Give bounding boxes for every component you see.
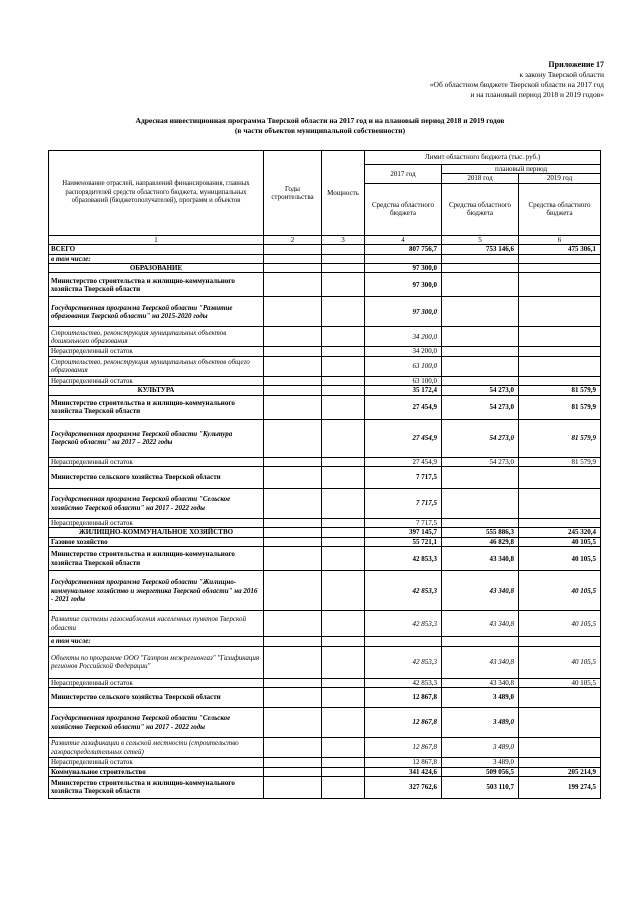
- row-power: [322, 776, 365, 798]
- row-value-2019: [519, 708, 601, 738]
- row-name: Министерство строительства и жилищно-коммунального хозяйства Тверской области: [49, 547, 264, 571]
- row-power: [322, 708, 365, 738]
- header-name: Наименование отраслей, направлений финансирования, главных распорядителей средств областного бюджета, муниципальных образований (бюджетополучателей), программ и объектов: [49, 151, 264, 236]
- table-row: [49, 264, 601, 273]
- row-value-2019: 40 105,5: [519, 537, 601, 546]
- row-value-2018: [442, 489, 519, 519]
- row-value-2017: 27 454,9: [365, 395, 442, 419]
- table-row: [49, 297, 601, 327]
- row-value-2018: [442, 273, 519, 297]
- row-power: [322, 637, 365, 646]
- row-value-2018: 43 340,8: [442, 571, 519, 611]
- title-line-1: Адресная инвестиционная программа Тверской области на 2017 год и на плановый период 2018 и 2019 годов: [135, 116, 505, 125]
- row-value-2018: 54 273,0: [442, 457, 519, 466]
- table-row: [49, 738, 601, 758]
- row-years: [264, 708, 322, 738]
- row-name: Нераспределенный остаток: [49, 758, 264, 767]
- table-row: [49, 519, 601, 528]
- table-row: [49, 273, 601, 297]
- investment-program-table: [48, 150, 601, 799]
- row-value-2018: 3 489,0: [442, 738, 519, 758]
- header-2019: 2019 год: [519, 174, 601, 183]
- row-power: [322, 646, 365, 678]
- row-name: Газовое хозяйство: [49, 537, 264, 546]
- row-power: [322, 356, 365, 376]
- header-years: Годы строительства: [264, 151, 322, 236]
- row-years: [264, 356, 322, 376]
- row-value-2018: [442, 264, 519, 273]
- row-name: Государственная программа Тверской области "Сельское хозяйство Тверской области" на 2017 - 2022 годы: [49, 708, 264, 738]
- table-row: [49, 347, 601, 356]
- row-value-2019: 245 320,4: [519, 528, 601, 537]
- table-row: [49, 386, 601, 395]
- row-value-2019: [519, 738, 601, 758]
- row-value-2019: 81 579,9: [519, 457, 601, 466]
- header-power: Мощность: [322, 151, 365, 236]
- row-value-2019: [519, 489, 601, 519]
- row-years: [264, 467, 322, 489]
- row-power: [322, 347, 365, 356]
- row-value-2017: 35 172,4: [365, 386, 442, 395]
- appendix-number: Приложение 17: [548, 60, 604, 69]
- row-value-2019: 40 105,5: [519, 678, 601, 687]
- row-name: Государственная программа Тверской области "Развитие образования Тверской области" на 2015-2020 годы: [49, 297, 264, 327]
- row-value-2017: [365, 254, 442, 263]
- row-value-2018: 43 340,8: [442, 611, 519, 637]
- header-funds-2019: Средства областного бюджета: [519, 183, 601, 235]
- row-power: [322, 254, 365, 263]
- row-power: [322, 688, 365, 708]
- row-value-2018: [442, 356, 519, 376]
- table-row: [49, 395, 601, 419]
- row-name: ЖИЛИЩНО-КОММУНАЛЬНОЕ ХОЗЯЙСТВО: [49, 528, 264, 537]
- table-row: [49, 467, 601, 489]
- row-power: [322, 758, 365, 767]
- row-name: Государственная программа Тверской области "Жилищно-коммунальное хозяйство и энергетика Тверской области" на 2016 - 2021 годы: [49, 571, 264, 611]
- row-power: [322, 395, 365, 419]
- row-value-2019: [519, 297, 601, 327]
- row-value-2019: 199 274,5: [519, 776, 601, 798]
- row-name: Коммунальное строительство: [49, 767, 264, 776]
- table-row: [49, 245, 601, 254]
- row-value-2017: 42 853,3: [365, 611, 442, 637]
- row-value-2018: [442, 327, 519, 347]
- row-name: Министерство сельского хозяйства Тверской области: [49, 688, 264, 708]
- table-row: [49, 646, 601, 678]
- table-row: [49, 356, 601, 376]
- row-value-2017: 12 867,8: [365, 738, 442, 758]
- row-years: [264, 254, 322, 263]
- row-years: [264, 376, 322, 385]
- row-value-2018: [442, 254, 519, 263]
- row-value-2017: 27 454,9: [365, 457, 442, 466]
- row-value-2019: 40 105,5: [519, 646, 601, 678]
- table-row: [49, 376, 601, 385]
- row-power: [322, 547, 365, 571]
- row-value-2019: [519, 637, 601, 646]
- row-power: [322, 528, 365, 537]
- row-value-2018: [442, 519, 519, 528]
- row-value-2018: 555 886,3: [442, 528, 519, 537]
- row-name: Государственная программа Тверской области "Сельское хозяйство Тверской области" на 2017 - 2022 годы: [49, 489, 264, 519]
- table-row: [49, 254, 601, 263]
- row-years: [264, 758, 322, 767]
- row-years: [264, 776, 322, 798]
- row-years: [264, 688, 322, 708]
- row-name: Министерство строительства и жилищно-коммунального хозяйства Тверской области: [49, 395, 264, 419]
- row-value-2017: 42 853,3: [365, 678, 442, 687]
- row-value-2019: 81 579,9: [519, 395, 601, 419]
- row-years: [264, 386, 322, 395]
- table-row: [49, 457, 601, 466]
- row-years: [264, 738, 322, 758]
- table-row: [49, 547, 601, 571]
- row-power: [322, 467, 365, 489]
- row-name: Развитие газификации в сельской местности (строительство газораспределительных сетей): [49, 738, 264, 758]
- row-value-2017: 7 717,5: [365, 519, 442, 528]
- row-years: [264, 519, 322, 528]
- row-years: [264, 297, 322, 327]
- row-name: Нераспределенный остаток: [49, 376, 264, 385]
- row-value-2017: 63 100,0: [365, 356, 442, 376]
- row-years: [264, 678, 322, 687]
- row-value-2018: 3 489,0: [442, 688, 519, 708]
- row-value-2019: [519, 273, 601, 297]
- title-line-2: (в части объектов муниципальной собственности): [234, 126, 406, 135]
- row-value-2017: 341 424,6: [365, 767, 442, 776]
- row-value-2019: 81 579,9: [519, 419, 601, 457]
- appendix-line-3: и на плановый период 2018 и 2019 годов»: [470, 90, 604, 99]
- row-power: [322, 386, 365, 395]
- row-value-2018: 54 273,0: [442, 419, 519, 457]
- row-value-2019: [519, 356, 601, 376]
- header-limit: Лимит областного бюджета (тыс. руб.): [365, 151, 601, 165]
- header-2017: 2017 год: [365, 165, 442, 184]
- row-value-2019: 40 105,5: [519, 611, 601, 637]
- header-funds-2018: Средства областного бюджета: [442, 183, 519, 235]
- row-value-2019: [519, 254, 601, 263]
- row-value-2017: 7 717,5: [365, 489, 442, 519]
- row-value-2019: 205 214,9: [519, 767, 601, 776]
- row-value-2019: [519, 758, 601, 767]
- row-value-2019: [519, 376, 601, 385]
- row-value-2017: [365, 637, 442, 646]
- row-value-2017: 42 853,3: [365, 571, 442, 611]
- table-row: [49, 327, 601, 347]
- row-name: в том числе:: [49, 637, 264, 646]
- row-value-2019: [519, 519, 601, 528]
- table-row: [49, 637, 601, 646]
- row-name: Объекты по программе ООО "Газпром межрегионгаз" "Газификация регионов Российской Федерации": [49, 646, 264, 678]
- row-value-2018: 43 340,8: [442, 678, 519, 687]
- row-name: Развитие системы газоснабжения населенных пунктов Тверской области: [49, 611, 264, 637]
- row-value-2017: 34 200,0: [365, 327, 442, 347]
- appendix-line-1: к закону Тверской области: [519, 70, 604, 79]
- row-power: [322, 537, 365, 546]
- row-value-2019: [519, 264, 601, 273]
- row-power: [322, 264, 365, 273]
- row-years: [264, 637, 322, 646]
- row-value-2017: 12 867,8: [365, 688, 442, 708]
- row-power: [322, 571, 365, 611]
- row-value-2018: [442, 467, 519, 489]
- header-planned: плановый период: [442, 165, 601, 174]
- table-row: [49, 708, 601, 738]
- row-value-2019: [519, 327, 601, 347]
- row-power: [322, 489, 365, 519]
- row-years: [264, 571, 322, 611]
- row-value-2017: 97 300,0: [365, 273, 442, 297]
- row-value-2019: [519, 467, 601, 489]
- row-power: [322, 245, 365, 254]
- row-power: [322, 297, 365, 327]
- table-row: [49, 688, 601, 708]
- row-value-2017: 7 717,5: [365, 467, 442, 489]
- row-years: [264, 537, 322, 546]
- header-funds-2017: Средства областного бюджета: [365, 183, 442, 235]
- table-row: [49, 758, 601, 767]
- row-value-2018: 43 340,8: [442, 646, 519, 678]
- row-value-2017: 63 100,0: [365, 376, 442, 385]
- row-years: [264, 395, 322, 419]
- table-row: [49, 528, 601, 537]
- row-value-2018: [442, 297, 519, 327]
- row-value-2019: 40 105,5: [519, 571, 601, 611]
- row-value-2018: [442, 376, 519, 385]
- row-value-2018: 46 829,8: [442, 537, 519, 546]
- row-years: [264, 767, 322, 776]
- row-power: [322, 519, 365, 528]
- row-years: [264, 264, 322, 273]
- header-2018: 2018 год: [442, 174, 519, 183]
- row-power: [322, 376, 365, 385]
- table-row: [49, 489, 601, 519]
- row-power: [322, 419, 365, 457]
- document-title: [40, 116, 600, 136]
- row-name: Нераспределенный остаток: [49, 457, 264, 466]
- table-row: [49, 571, 601, 611]
- row-value-2017: 42 853,3: [365, 547, 442, 571]
- row-value-2019: [519, 347, 601, 356]
- row-value-2018: [442, 347, 519, 356]
- row-name: Министерство строительства и жилищно-коммунального хозяйства Тверской области: [49, 776, 264, 798]
- row-years: [264, 419, 322, 457]
- table-row: [49, 611, 601, 637]
- row-value-2017: 34 200,0: [365, 347, 442, 356]
- table-row: [49, 767, 601, 776]
- row-name: ВСЕГО: [49, 245, 264, 254]
- col-num-6: 6: [519, 235, 601, 244]
- row-value-2017: 97 300,0: [365, 297, 442, 327]
- row-value-2017: 327 762,6: [365, 776, 442, 798]
- row-value-2018: 503 110,7: [442, 776, 519, 798]
- row-years: [264, 457, 322, 466]
- col-num-2: 2: [264, 235, 322, 244]
- row-name: Государственная программа Тверской области "Культура Тверской области" на 2017 – 2022 годы: [49, 419, 264, 457]
- col-num-3: 3: [322, 235, 365, 244]
- row-years: [264, 273, 322, 297]
- row-value-2017: 12 867,8: [365, 758, 442, 767]
- row-value-2018: 43 340,8: [442, 547, 519, 571]
- row-value-2018: 3 489,0: [442, 708, 519, 738]
- row-value-2018: 54 273,0: [442, 395, 519, 419]
- row-power: [322, 457, 365, 466]
- table-row: [49, 776, 601, 798]
- col-num-5: 5: [442, 235, 519, 244]
- row-value-2019: [519, 688, 601, 708]
- table-body: [49, 245, 601, 799]
- row-value-2018: [442, 637, 519, 646]
- row-power: [322, 273, 365, 297]
- table-row: [49, 678, 601, 687]
- row-value-2017: 27 454,9: [365, 419, 442, 457]
- row-power: [322, 738, 365, 758]
- row-name: Министерство строительства и жилищно-коммунального хозяйства Тверской области: [49, 273, 264, 297]
- row-years: [264, 646, 322, 678]
- row-name: Строительство, реконструкция муниципальных объектов общего образования: [49, 356, 264, 376]
- row-value-2018: 3 489,0: [442, 758, 519, 767]
- row-value-2017: 97 300,0: [365, 264, 442, 273]
- row-value-2018: 509 056,5: [442, 767, 519, 776]
- appendix-line-2: «Об областном бюджете Тверской области на 2017 год: [429, 80, 604, 89]
- row-years: [264, 347, 322, 356]
- row-power: [322, 327, 365, 347]
- row-name: ОБРАЗОВАНИЕ: [49, 264, 264, 273]
- row-name: Министерство сельского хозяйства Тверской области: [49, 467, 264, 489]
- row-value-2018: 753 146,6: [442, 245, 519, 254]
- row-name: КУЛЬТУРА: [49, 386, 264, 395]
- table-row: [49, 419, 601, 457]
- col-num-1: 1: [49, 235, 264, 244]
- row-value-2017: 55 721,1: [365, 537, 442, 546]
- col-num-4: 4: [365, 235, 442, 244]
- row-years: [264, 611, 322, 637]
- row-value-2019: 81 579,9: [519, 386, 601, 395]
- row-value-2017: 12 867,8: [365, 708, 442, 738]
- row-name: Нераспределенный остаток: [49, 347, 264, 356]
- row-power: [322, 678, 365, 687]
- row-name: Нераспределенный остаток: [49, 678, 264, 687]
- row-years: [264, 547, 322, 571]
- row-years: [264, 245, 322, 254]
- row-power: [322, 611, 365, 637]
- row-name: Строительство, реконструкция муниципальных объектов дошкольного образования: [49, 327, 264, 347]
- row-years: [264, 528, 322, 537]
- row-years: [264, 489, 322, 519]
- row-value-2019: 40 105,5: [519, 547, 601, 571]
- row-value-2017: 42 853,3: [365, 646, 442, 678]
- row-value-2019: 475 306,1: [519, 245, 601, 254]
- row-value-2017: 397 145,7: [365, 528, 442, 537]
- row-value-2018: 54 273,0: [442, 386, 519, 395]
- row-name: в том числе:: [49, 254, 264, 263]
- row-name: Нераспределенный остаток: [49, 519, 264, 528]
- row-power: [322, 767, 365, 776]
- row-years: [264, 327, 322, 347]
- table-row: [49, 537, 601, 546]
- appendix-header: [304, 60, 604, 100]
- row-value-2017: 807 756,7: [365, 245, 442, 254]
